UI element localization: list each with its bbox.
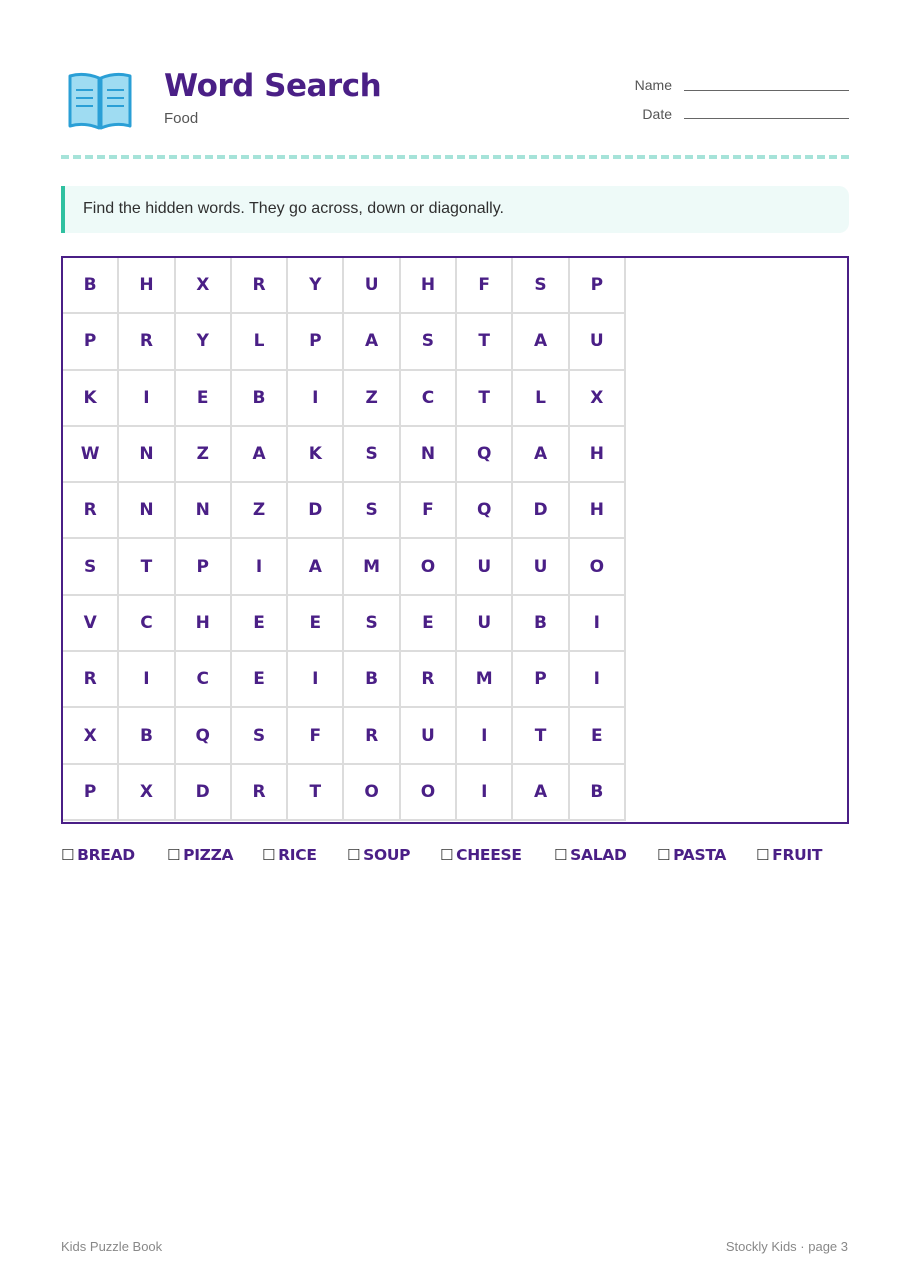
date-line[interactable] bbox=[684, 118, 849, 119]
grid-cell[interactable]: C bbox=[119, 596, 175, 652]
grid-cell[interactable]: F bbox=[288, 708, 344, 764]
grid-cell[interactable]: N bbox=[401, 427, 457, 483]
grid-cell[interactable]: T bbox=[513, 708, 569, 764]
grid-cell[interactable]: P bbox=[513, 652, 569, 708]
grid-cell[interactable]: B bbox=[63, 258, 119, 314]
grid-cell[interactable]: I bbox=[232, 539, 288, 595]
grid-cell[interactable]: A bbox=[513, 314, 569, 370]
word-list-item[interactable] bbox=[554, 846, 657, 864]
grid-cell[interactable]: I bbox=[457, 708, 513, 764]
grid-cell[interactable]: F bbox=[401, 483, 457, 539]
grid-cell[interactable]: S bbox=[63, 539, 119, 595]
grid-cell[interactable]: E bbox=[232, 596, 288, 652]
grid-cell[interactable]: U bbox=[344, 258, 400, 314]
footer-right: Stockly Kids · page 3 bbox=[725, 1239, 848, 1254]
grid-cell[interactable]: E bbox=[570, 708, 626, 764]
grid-cell[interactable]: A bbox=[513, 765, 569, 821]
grid-cell[interactable]: H bbox=[176, 596, 232, 652]
grid-cell[interactable]: R bbox=[63, 483, 119, 539]
open-book-icon bbox=[66, 70, 134, 130]
grid-cell[interactable]: L bbox=[513, 371, 569, 427]
grid-cell[interactable]: U bbox=[401, 708, 457, 764]
grid-cell[interactable]: V bbox=[63, 596, 119, 652]
grid-cell[interactable]: K bbox=[288, 427, 344, 483]
grid-cell[interactable]: N bbox=[176, 483, 232, 539]
word-list-item[interactable] bbox=[756, 846, 836, 864]
grid-cell[interactable]: I bbox=[457, 765, 513, 821]
grid-cell[interactable]: O bbox=[401, 765, 457, 821]
grid-cell[interactable]: S bbox=[232, 708, 288, 764]
grid-cell[interactable]: Q bbox=[457, 483, 513, 539]
word-label: PASTA bbox=[673, 846, 727, 864]
grid-cell[interactable]: A bbox=[344, 314, 400, 370]
checkbox-icon[interactable]: ☐ bbox=[262, 846, 276, 864]
page-title: Word Search bbox=[164, 68, 382, 104]
grid-cell[interactable]: S bbox=[513, 258, 569, 314]
grid-cell[interactable]: E bbox=[288, 596, 344, 652]
name-label: Name bbox=[634, 77, 672, 93]
grid-cell[interactable]: D bbox=[513, 483, 569, 539]
grid-cell[interactable]: R bbox=[63, 652, 119, 708]
word-list-item[interactable] bbox=[61, 846, 167, 864]
grid-cell[interactable]: B bbox=[570, 765, 626, 821]
word-list bbox=[61, 846, 861, 864]
word-search-grid bbox=[63, 258, 626, 821]
grid-cell[interactable]: E bbox=[401, 596, 457, 652]
grid-cell[interactable]: X bbox=[176, 258, 232, 314]
grid-cell[interactable]: M bbox=[344, 539, 400, 595]
grid-cell[interactable]: A bbox=[232, 427, 288, 483]
grid-cell[interactable]: H bbox=[570, 427, 626, 483]
grid-cell[interactable]: U bbox=[457, 539, 513, 595]
header-divider bbox=[61, 155, 849, 159]
grid-cell[interactable]: S bbox=[401, 314, 457, 370]
grid-cell[interactable]: Q bbox=[457, 427, 513, 483]
word-label: BREAD bbox=[77, 846, 135, 864]
grid-cell[interactable]: U bbox=[513, 539, 569, 595]
grid-cell[interactable]: Q bbox=[176, 708, 232, 764]
grid-cell[interactable]: X bbox=[570, 371, 626, 427]
grid-cell[interactable]: S bbox=[344, 596, 400, 652]
word-list-item[interactable] bbox=[347, 846, 440, 864]
grid-cell[interactable]: A bbox=[513, 427, 569, 483]
grid-cell[interactable]: Y bbox=[288, 258, 344, 314]
grid-cell[interactable]: O bbox=[401, 539, 457, 595]
grid-cell[interactable]: T bbox=[119, 539, 175, 595]
grid-cell[interactable]: I bbox=[119, 371, 175, 427]
grid-cell[interactable]: P bbox=[176, 539, 232, 595]
grid-cell[interactable]: R bbox=[344, 708, 400, 764]
name-line[interactable] bbox=[684, 90, 849, 91]
grid-cell[interactable]: T bbox=[457, 371, 513, 427]
grid-cell[interactable]: Z bbox=[176, 427, 232, 483]
checkbox-icon[interactable]: ☐ bbox=[440, 846, 454, 864]
grid-cell[interactable]: U bbox=[457, 596, 513, 652]
word-search-grid-frame bbox=[61, 256, 849, 824]
grid-cell[interactable]: S bbox=[344, 483, 400, 539]
grid-cell[interactable]: I bbox=[119, 652, 175, 708]
grid-cell[interactable]: X bbox=[119, 765, 175, 821]
word-label: PIZZA bbox=[183, 846, 234, 864]
word-label: FRUIT bbox=[772, 846, 823, 864]
grid-cell[interactable]: R bbox=[119, 314, 175, 370]
grid-cell[interactable]: I bbox=[288, 652, 344, 708]
checkbox-icon[interactable]: ☐ bbox=[167, 846, 181, 864]
word-list-item[interactable] bbox=[440, 846, 554, 864]
grid-cell[interactable]: B bbox=[119, 708, 175, 764]
grid-cell[interactable]: R bbox=[232, 258, 288, 314]
grid-cell[interactable]: B bbox=[344, 652, 400, 708]
grid-cell[interactable]: E bbox=[176, 371, 232, 427]
grid-cell[interactable]: O bbox=[570, 539, 626, 595]
grid-cell[interactable]: I bbox=[570, 652, 626, 708]
checkbox-icon[interactable]: ☐ bbox=[657, 846, 671, 864]
grid-cell[interactable]: Z bbox=[232, 483, 288, 539]
grid-cell[interactable]: R bbox=[401, 652, 457, 708]
grid-cell[interactable]: P bbox=[63, 765, 119, 821]
grid-cell[interactable]: H bbox=[119, 258, 175, 314]
word-label: CHEESE bbox=[456, 846, 522, 864]
grid-cell[interactable]: T bbox=[288, 765, 344, 821]
grid-cell[interactable]: M bbox=[457, 652, 513, 708]
grid-cell[interactable]: R bbox=[232, 765, 288, 821]
date-label: Date bbox=[642, 106, 672, 122]
instructions-box bbox=[61, 186, 849, 233]
grid-cell[interactable]: C bbox=[401, 371, 457, 427]
grid-cell[interactable]: P bbox=[63, 314, 119, 370]
grid-cell[interactable]: O bbox=[344, 765, 400, 821]
grid-cell[interactable]: T bbox=[457, 314, 513, 370]
grid-cell[interactable]: N bbox=[119, 483, 175, 539]
grid-cell[interactable]: H bbox=[401, 258, 457, 314]
grid-cell[interactable]: P bbox=[570, 258, 626, 314]
checkbox-icon[interactable]: ☐ bbox=[756, 846, 770, 864]
grid-cell[interactable]: H bbox=[570, 483, 626, 539]
word-list-item[interactable] bbox=[167, 846, 262, 864]
grid-cell[interactable]: K bbox=[63, 371, 119, 427]
footer-left: Kids Puzzle Book bbox=[61, 1239, 163, 1254]
word-label: SOUP bbox=[363, 846, 411, 864]
word-label: SALAD bbox=[570, 846, 627, 864]
grid-cell[interactable]: L bbox=[232, 314, 288, 370]
grid-cell[interactable]: P bbox=[288, 314, 344, 370]
grid-cell[interactable]: U bbox=[570, 314, 626, 370]
word-list-item[interactable] bbox=[657, 846, 756, 864]
grid-cell[interactable]: X bbox=[63, 708, 119, 764]
grid-cell[interactable]: D bbox=[288, 483, 344, 539]
checkbox-icon[interactable]: ☐ bbox=[554, 846, 568, 864]
grid-cell[interactable]: D bbox=[176, 765, 232, 821]
grid-cell[interactable]: A bbox=[288, 539, 344, 595]
grid-cell[interactable]: Y bbox=[176, 314, 232, 370]
grid-cell[interactable]: B bbox=[513, 596, 569, 652]
grid-cell[interactable]: S bbox=[344, 427, 400, 483]
grid-cell[interactable]: I bbox=[288, 371, 344, 427]
checkbox-icon[interactable]: ☐ bbox=[347, 846, 361, 864]
checkbox-icon[interactable]: ☐ bbox=[61, 846, 75, 864]
grid-cell[interactable]: C bbox=[176, 652, 232, 708]
page-subtitle: Food bbox=[164, 110, 199, 127]
grid-cell[interactable]: N bbox=[119, 427, 175, 483]
grid-cell[interactable]: Z bbox=[344, 371, 400, 427]
instructions-text: Find the hidden words. They go across, down or diagonally. bbox=[83, 200, 504, 217]
word-label: RICE bbox=[278, 846, 317, 864]
grid-cell[interactable]: I bbox=[570, 596, 626, 652]
grid-cell[interactable]: B bbox=[232, 371, 288, 427]
grid-cell[interactable]: W bbox=[63, 427, 119, 483]
grid-cell[interactable]: E bbox=[232, 652, 288, 708]
word-list-item[interactable] bbox=[262, 846, 347, 864]
grid-cell[interactable]: F bbox=[457, 258, 513, 314]
